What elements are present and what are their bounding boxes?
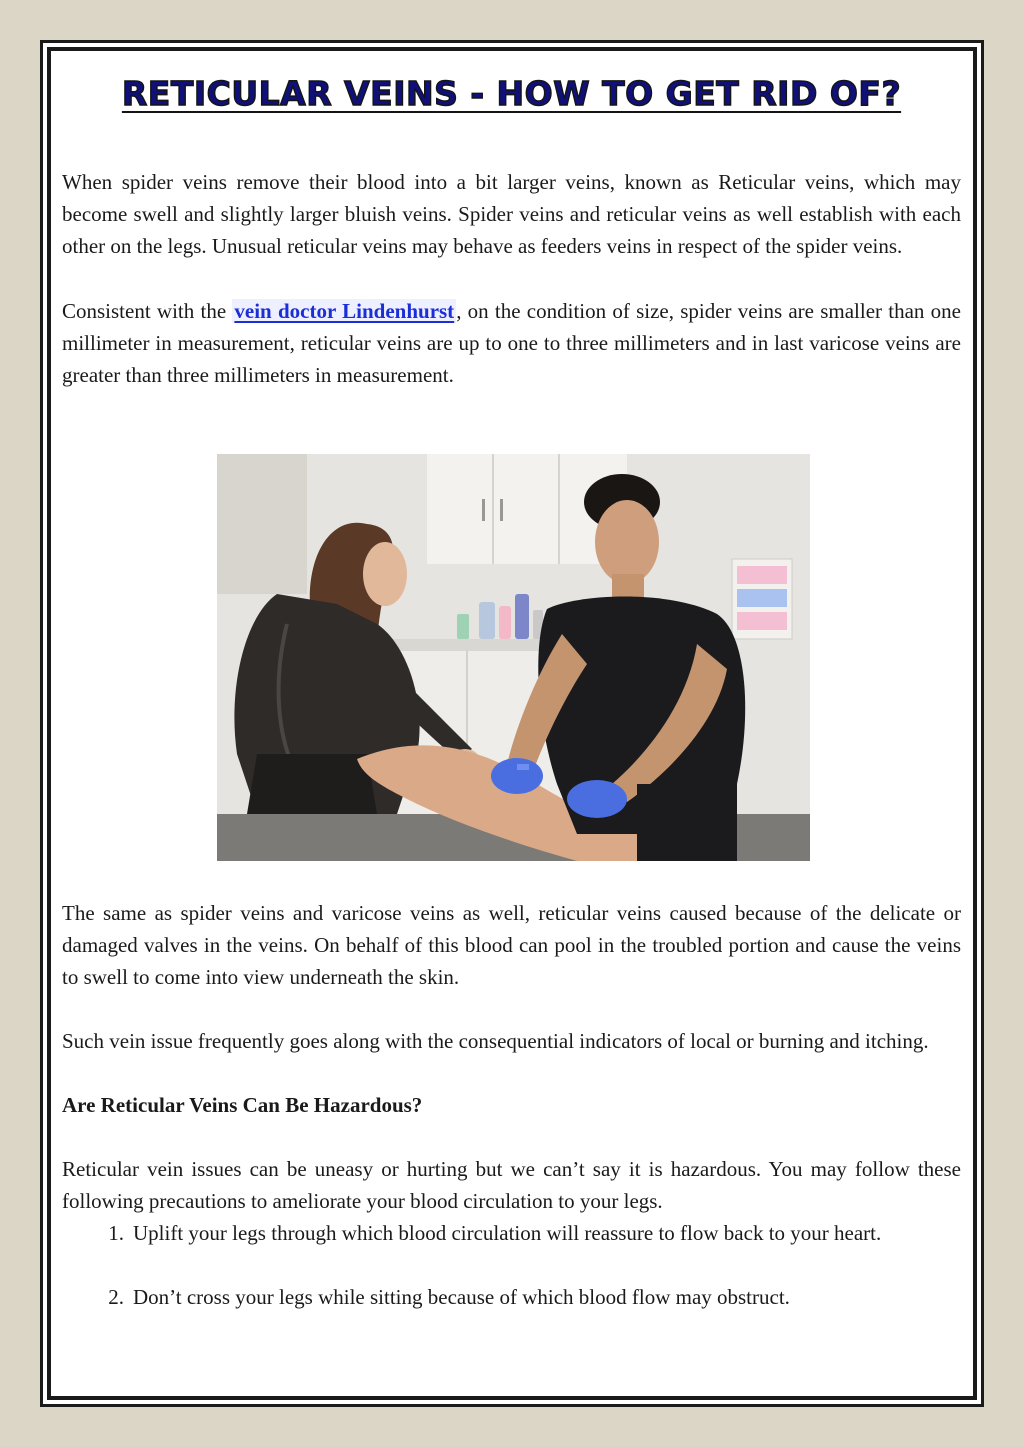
list-number: 1.	[108, 1221, 124, 1245]
intro-paragraph: When spider veins remove their blood into a bit larger veins, known as Reticular veins, which may become swell and slightly larger bluish veins. Spider veins and reticular veins as well establish with each other on the legs. Unusual reticular veins may behave as feeders veins in respect of the spider veins.	[62, 170, 961, 258]
hazard-subheading: Are Reticular Veins Can Be Hazardous?	[62, 1093, 423, 1117]
document-lower	[62, 897, 961, 1313]
size-paragraph	[62, 295, 961, 391]
list-item-text: Don’t cross your legs while sitting because of which blood flow may obstruct.	[133, 1285, 790, 1309]
list-number: 2.	[108, 1285, 124, 1309]
list-item-text: Uplift your legs through which blood circulation will reassure to flow back to your heart.	[133, 1221, 882, 1245]
list-item	[62, 1281, 961, 1313]
precautions-list	[62, 1217, 961, 1313]
list-item	[62, 1217, 961, 1249]
doctor-examining-leg-photo	[217, 454, 810, 861]
cause-paragraph: The same as spider veins and varicose veins as well, reticular veins caused because of the delicate or damaged valves in the veins. On behalf of this blood can pool in the troubled portion and cause the veins to swell to come into view underneath the skin.	[62, 901, 961, 989]
vein-doctor-link[interactable]: vein doctor Lindenhurst	[234, 299, 455, 323]
document-upper	[62, 72, 961, 391]
list-spacer	[62, 1249, 961, 1281]
symptoms-paragraph: Such vein issue frequently goes along with the consequential indicators of local or burning and itching.	[62, 1029, 929, 1053]
size-paragraph-lead: Consistent with the	[62, 299, 233, 323]
page-title: RETICULAR VEINS - HOW TO GET RID OF?	[121, 74, 902, 113]
precautions-paragraph: Reticular vein issues can be uneasy or hurting but we can’t say it is hazardous. You may follow these following precautions to ameliorate your blood circulation to your legs.	[62, 1157, 961, 1213]
size-paragraph-rest: , on the condition of size, spider veins are smaller than one millimeter in measurement, reticular veins are up to one to three millimeters and in last varicose veins are greater than three millimeters in measurement.	[62, 299, 961, 387]
